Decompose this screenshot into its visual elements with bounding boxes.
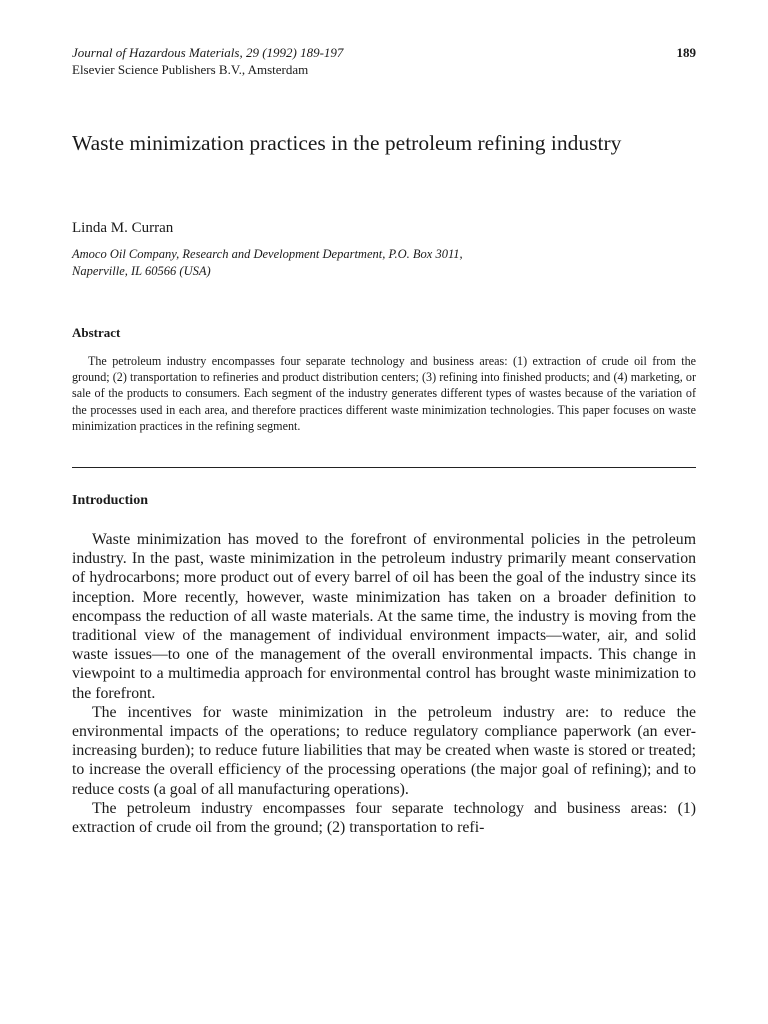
body-paragraph: Waste minimization has moved to the forefront of environmental policies in the petroleum industry. In the past, waste minimization in the petroleum industry primarily meant conservation of hydrocarbons; more product out of every barrel of oil has been the goal of the industry since its inception. More recently, however, waste minimization has taken on a broader definition to encompass the reduction of all waste materials. At the same time, the industry is moving from the traditional view of the management of individual environment impacts—water, air, and solid waste issues—to one of the management of the overall environmental impacts. This change in viewpoint to a multimedia approach for environmental control has brought waste minimization to the forefront.	[72, 531, 696, 702]
journal-citation: Journal of Hazardous Materials, 29 (1992) 189-197	[72, 45, 344, 60]
abstract-heading: Abstract	[72, 325, 121, 340]
body-paragraph: The petroleum industry encompasses four separate technology and business areas: (1) extraction of crude oil from the ground; (2) transportation to refi-	[72, 799, 696, 837]
journal-header	[72, 44, 696, 78]
affiliation-line: Amoco Oil Company, Research and Development Department, P.O. Box 3011,	[72, 247, 463, 261]
paper-title: Waste minimization practices in the petroleum refining industry	[72, 131, 622, 155]
introduction-heading: Introduction	[72, 493, 148, 508]
abstract-text: The petroleum industry encompasses four separate technology and business areas: (1) extraction of crude oil from the ground; (2) transportation to refineries and product distribution centers; (3) refining into finished products; and (4) marketing, or sale of the products to consumers. Each segment of the industry generates different types of wastes because of the variation of the processes used in each area, and therefore practices different waste minimization technologies. This paper focuses on waste minimization practices in the refining segment.	[72, 354, 696, 433]
author-affiliation	[72, 246, 692, 280]
publisher: Elsevier Science Publishers B.V., Amsterdam	[72, 62, 309, 77]
section-divider	[72, 467, 696, 468]
introduction-body	[72, 530, 696, 837]
journal-header-line	[72, 44, 696, 61]
affiliation-line: Naperville, IL 60566 (USA)	[72, 264, 211, 278]
page-number: 189	[676, 45, 696, 60]
body-paragraph: The incentives for waste minimization in the petroleum industry are: to reduce the environmental impacts of the operations; to reduce regulatory compliance paperwork (an ever-increasing burden); to reduce future liabilities that may be created when waste is stored or treated; to increase the overall efficiency of the processing operations (the major goal of refining); and to reduce costs (a goal of all manufacturing operations).	[72, 703, 696, 798]
author-name: Linda M. Curran	[72, 220, 174, 236]
